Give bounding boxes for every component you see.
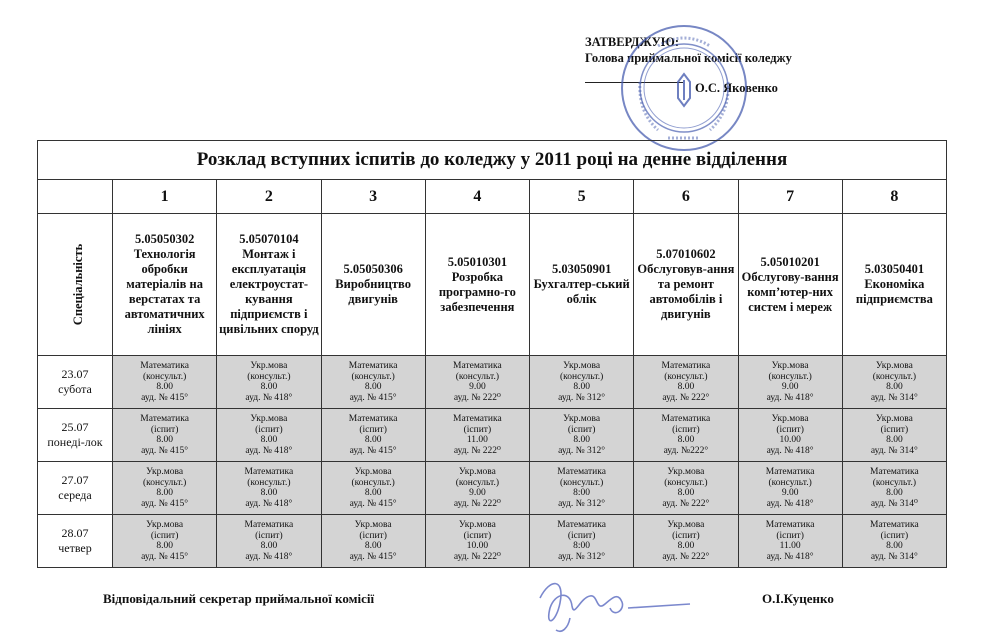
exam-type: (іспит) xyxy=(880,424,909,435)
exam-type: (іспит) xyxy=(672,424,700,435)
exam-cell xyxy=(634,409,738,462)
exam-room: ауд. № 415° xyxy=(349,498,397,509)
exam-time: 8:00 xyxy=(573,488,591,498)
approval-position: Голова приймальної комісії коледжу xyxy=(585,51,792,65)
exam-cell xyxy=(217,462,321,515)
exam-subject: Математика xyxy=(765,520,815,530)
exam-time: 8.00 xyxy=(364,488,382,498)
exam-type: (консульт.) xyxy=(872,477,916,488)
exam-date: 23.07 xyxy=(61,367,89,381)
exam-cell xyxy=(738,515,842,568)
date-cell xyxy=(38,462,113,515)
exam-type: (консульт.) xyxy=(247,371,291,382)
exam-type: (консульт.) xyxy=(768,477,812,488)
specialty-name: Економіка підприємства xyxy=(855,277,933,306)
exam-cell xyxy=(738,356,842,409)
exam-subject: Математика xyxy=(244,520,294,530)
exam-date: 28.07 xyxy=(61,526,89,540)
exam-type: (консульт.) xyxy=(560,371,604,382)
exam-cell xyxy=(321,462,425,515)
exam-type: (іспит) xyxy=(463,424,492,435)
approval-heading: ЗАТВЕРДЖУЮ: xyxy=(585,35,680,49)
exam-time: 8.00 xyxy=(260,435,278,445)
exam-type: (іспит) xyxy=(255,530,283,541)
exam-type: (консульт.) xyxy=(664,371,708,382)
exam-subject: Укр.мова xyxy=(250,361,288,371)
specialty-code: 5.07010602 xyxy=(656,247,716,261)
exam-type: (консульт.) xyxy=(351,371,395,382)
exam-subject: Укр.мова xyxy=(146,467,184,477)
exam-time: 8.00 xyxy=(364,541,382,551)
specialty-name: Розробка програмно-го забезпечення xyxy=(438,269,516,314)
exam-type: (консульт.) xyxy=(143,371,187,382)
exam-subject: Математика xyxy=(557,467,606,477)
exam-subject: Математика xyxy=(661,414,711,424)
exam-subject: Математика xyxy=(140,361,189,371)
exam-time: 10.00 xyxy=(779,435,801,445)
exam-cell xyxy=(425,462,529,515)
specialty-code: 5.05050302 xyxy=(134,232,195,246)
exam-type: (консульт.) xyxy=(560,477,604,488)
exam-type: (консульт.) xyxy=(455,371,499,382)
specialty-cell xyxy=(634,214,738,356)
exam-time: 8.00 xyxy=(677,488,695,498)
exam-time: 11.00 xyxy=(466,435,488,445)
exam-room: ауд. № 415° xyxy=(349,445,397,456)
exam-time: 8.00 xyxy=(886,488,903,498)
exam-time: 9.00 xyxy=(781,488,799,498)
exam-cell xyxy=(634,462,738,515)
exam-type: (іспит) xyxy=(672,530,700,541)
exam-subject: Математика xyxy=(661,361,711,371)
exam-cell xyxy=(321,356,425,409)
exam-room: ауд. № 222⁰ xyxy=(453,551,501,562)
specialty-name: Обслуговув-ання та ремонт автомобілів і двигунів xyxy=(637,262,735,321)
exam-time: 10.00 xyxy=(466,541,489,551)
approval-name: О.С. Яковенко xyxy=(695,81,778,95)
specialty-row xyxy=(38,214,947,356)
exam-room: ауд. № 418° xyxy=(245,498,293,509)
specialty-cell xyxy=(425,214,529,356)
exam-time: 8.00 xyxy=(260,541,278,551)
column-number: 1 xyxy=(113,180,217,214)
exam-time: 8.00 xyxy=(677,541,695,551)
exam-schedule-table xyxy=(37,140,947,568)
exam-type: (іспит) xyxy=(150,424,179,435)
exam-time: 8.00 xyxy=(886,382,903,392)
secretary-name: О.І.Куценко xyxy=(762,591,834,606)
exam-subject: Математика xyxy=(348,414,398,424)
exam-room: ауд. № 415° xyxy=(141,498,189,509)
exam-cell xyxy=(634,515,738,568)
exam-type: (іспит) xyxy=(359,530,387,541)
specialty-name: Обслугову-вання комп’ютер-них систем і мереж xyxy=(741,269,839,314)
exam-cell xyxy=(217,409,321,462)
specialty-code: 5.03050401 xyxy=(864,262,925,276)
exam-room: ауд. № 222⁰ xyxy=(453,445,501,456)
exam-cell xyxy=(425,356,529,409)
specialty-name: Монтаж і експлуатація електроустат-кування підприємств і цивільних споруд xyxy=(219,247,319,336)
specialty-cell xyxy=(217,214,321,356)
exam-rows xyxy=(38,356,947,568)
exam-room: ауд. № 418° xyxy=(245,551,293,562)
column-number-row xyxy=(38,180,947,214)
exam-room: ауд. № 418° xyxy=(766,551,814,562)
exam-subject: Укр.мова xyxy=(875,414,913,424)
exam-time: 8:00 xyxy=(573,541,591,551)
specialty-code: 5.05070104 xyxy=(239,232,299,246)
exam-type: (консульт.) xyxy=(247,477,291,488)
exam-time: 9.00 xyxy=(469,488,486,498)
exam-cell xyxy=(842,515,946,568)
column-number: 4 xyxy=(425,180,529,214)
column-number: 6 xyxy=(634,180,738,214)
exam-room: ауд. № 418° xyxy=(766,445,814,456)
exam-cell xyxy=(113,356,217,409)
exam-subject: Математика xyxy=(557,520,606,530)
exam-cell xyxy=(530,409,634,462)
exam-type: (іспит) xyxy=(567,424,596,435)
exam-room: ауд. № 222⁰ xyxy=(453,498,501,509)
exam-cell xyxy=(321,515,425,568)
exam-cell xyxy=(842,462,946,515)
exam-time: 8.00 xyxy=(364,435,382,445)
exam-time: 8.00 xyxy=(156,541,173,551)
column-number: 5 xyxy=(530,180,634,214)
exam-subject: Укр.мова xyxy=(354,520,392,530)
specialty-code: 5.03050901 xyxy=(551,262,612,276)
exam-subject: Математика xyxy=(244,467,294,477)
exam-subject: Укр.мова xyxy=(667,467,705,477)
column-number: 7 xyxy=(738,180,842,214)
exam-weekday: понеді-лок xyxy=(47,435,103,449)
exam-room: ауд. № 312° xyxy=(558,392,606,403)
exam-cell xyxy=(634,356,738,409)
exam-room: ауд. № 415° xyxy=(349,392,397,403)
exam-room: ауд. № 314° xyxy=(870,392,918,403)
exam-type: (консульт.) xyxy=(872,371,916,382)
exam-subject: Укр.мова xyxy=(563,361,601,371)
exam-subject: Математика xyxy=(348,361,398,371)
exam-time: 8.00 xyxy=(260,488,278,498)
exam-cell xyxy=(425,515,529,568)
exam-subject: Укр.мова xyxy=(458,467,496,477)
exam-room: ауд. № 415° xyxy=(141,445,189,456)
specialty-label: Спеціальність xyxy=(71,243,86,326)
exam-type: (консульт.) xyxy=(768,371,812,382)
exam-cell xyxy=(321,409,425,462)
exam-subject: Укр.мова xyxy=(667,520,705,530)
column-number: 2 xyxy=(217,180,321,214)
exam-room: ауд. № 314° xyxy=(870,551,918,562)
exam-day-row xyxy=(38,515,947,568)
exam-subject: Укр.мова xyxy=(563,414,601,424)
exam-subject: Укр.мова xyxy=(354,467,392,477)
exam-room: ауд. №222° xyxy=(663,445,709,456)
exam-cell xyxy=(217,515,321,568)
exam-room: ауд. № 415° xyxy=(141,551,189,562)
exam-weekday: четвер xyxy=(58,541,92,555)
exam-room: ауд. № 312° xyxy=(558,445,606,456)
secretary-title: Відповідальний секретар приймальної комісії xyxy=(103,591,375,606)
exam-subject: Математика xyxy=(453,414,502,424)
exam-cell xyxy=(842,409,946,462)
exam-type: (іспит) xyxy=(150,530,179,541)
exam-cell xyxy=(530,462,634,515)
exam-cell xyxy=(425,409,529,462)
exam-subject: Математика xyxy=(870,467,919,477)
exam-cell xyxy=(738,409,842,462)
column-number: 8 xyxy=(842,180,946,214)
exam-cell xyxy=(113,515,217,568)
exam-time: 9.00 xyxy=(781,382,799,392)
date-cell xyxy=(38,409,113,462)
exam-type: (консульт.) xyxy=(351,477,395,488)
column-number: 3 xyxy=(321,180,425,214)
exam-subject: Математика xyxy=(765,467,815,477)
exam-cell xyxy=(738,462,842,515)
exam-subject: Укр.мова xyxy=(771,414,809,424)
exam-time: 8.00 xyxy=(156,382,173,392)
exam-time: 8.00 xyxy=(886,541,903,551)
exam-room: ауд. № 418° xyxy=(766,392,814,403)
exam-subject: Математика xyxy=(140,414,189,424)
exam-room: ауд. № 312° xyxy=(558,498,606,509)
exam-type: (іспит) xyxy=(776,530,804,541)
exam-type: (іспит) xyxy=(463,530,492,541)
college-stamp-icon xyxy=(618,22,750,154)
exam-type: (консульт.) xyxy=(143,477,187,488)
exam-room: ауд. № 418° xyxy=(766,498,814,509)
exam-cell xyxy=(113,462,217,515)
exam-room: ауд. № 314⁰ xyxy=(870,498,918,509)
signature-icon xyxy=(510,568,710,638)
exam-date: 27.07 xyxy=(61,473,89,487)
exam-cell xyxy=(217,356,321,409)
exam-room: ауд. № 222° xyxy=(662,498,710,509)
exam-weekday: середа xyxy=(58,488,92,502)
specialty-cell xyxy=(530,214,634,356)
exam-cell xyxy=(113,409,217,462)
corner-cell xyxy=(38,180,113,214)
specialty-cell xyxy=(738,214,842,356)
exam-time: 8.00 xyxy=(260,382,278,392)
specialty-name: Виробництво двигунів xyxy=(335,277,411,306)
exam-subject: Математика xyxy=(870,520,919,530)
exam-subject: Укр.мова xyxy=(146,520,184,530)
exam-subject: Укр.мова xyxy=(250,414,288,424)
exam-room: ауд. № 314° xyxy=(870,445,918,456)
specialty-cell xyxy=(113,214,217,356)
exam-time: 8.00 xyxy=(677,435,695,445)
exam-time: 8.00 xyxy=(677,382,695,392)
exam-subject: Укр.мова xyxy=(458,520,496,530)
exam-time: 8.00 xyxy=(573,435,590,445)
specialty-label-cell xyxy=(38,214,113,356)
exam-type: (іспит) xyxy=(567,530,596,541)
exam-type: (консульт.) xyxy=(455,477,499,488)
exam-cell xyxy=(530,515,634,568)
exam-day-row xyxy=(38,462,947,515)
exam-cell xyxy=(530,356,634,409)
exam-subject: Укр.мова xyxy=(875,361,913,371)
exam-time: 8.00 xyxy=(573,382,590,392)
exam-day-row xyxy=(38,356,947,409)
exam-time: 8.00 xyxy=(364,382,382,392)
exam-room: ауд. № 415° xyxy=(141,392,189,403)
specialty-code: 5.05010301 xyxy=(447,254,508,269)
exam-type: (консульт.) xyxy=(664,477,708,488)
exam-type: (іспит) xyxy=(776,424,804,435)
exam-time: 8.00 xyxy=(156,435,173,445)
specialty-code: 5.05050306 xyxy=(343,262,403,276)
exam-room: ауд. № 415° xyxy=(349,551,397,562)
specialty-code: 5.05010201 xyxy=(760,254,820,269)
specialty-cell xyxy=(321,214,425,356)
exam-room: ауд. № 418° xyxy=(245,392,293,403)
exam-weekday: субота xyxy=(58,382,92,396)
exam-time: 8.00 xyxy=(886,435,903,445)
specialty-name: Технологія обробки матеріалів на верстатах та автоматичних лініях xyxy=(124,247,205,336)
exam-time: 8.00 xyxy=(156,488,173,498)
exam-room: ауд. № 222° xyxy=(662,551,710,562)
exam-room: ауд. № 222° xyxy=(662,392,710,403)
exam-type: (іспит) xyxy=(359,424,387,435)
exam-subject: Математика xyxy=(453,361,502,371)
exam-cell xyxy=(842,356,946,409)
exam-time: 9.00 xyxy=(469,382,486,392)
exam-type: (іспит) xyxy=(880,530,909,541)
exam-room: ауд. № 222⁰ xyxy=(453,392,501,403)
date-cell xyxy=(38,515,113,568)
schedule-title: Розклад вступних іспитів до коледжу у 2011 році на денне відділення xyxy=(38,141,947,180)
exam-subject: Укр.мова xyxy=(771,361,809,371)
exam-type: (іспит) xyxy=(255,424,283,435)
specialty-cell xyxy=(842,214,946,356)
exam-date: 25.07 xyxy=(61,420,89,434)
exam-room: ауд. № 312° xyxy=(558,551,606,562)
exam-day-row xyxy=(38,409,947,462)
date-cell xyxy=(38,356,113,409)
specialty-name: Бухгалтер-ський облік xyxy=(533,277,630,306)
exam-time: 11.00 xyxy=(779,541,801,551)
exam-room: ауд. № 418° xyxy=(245,445,293,456)
